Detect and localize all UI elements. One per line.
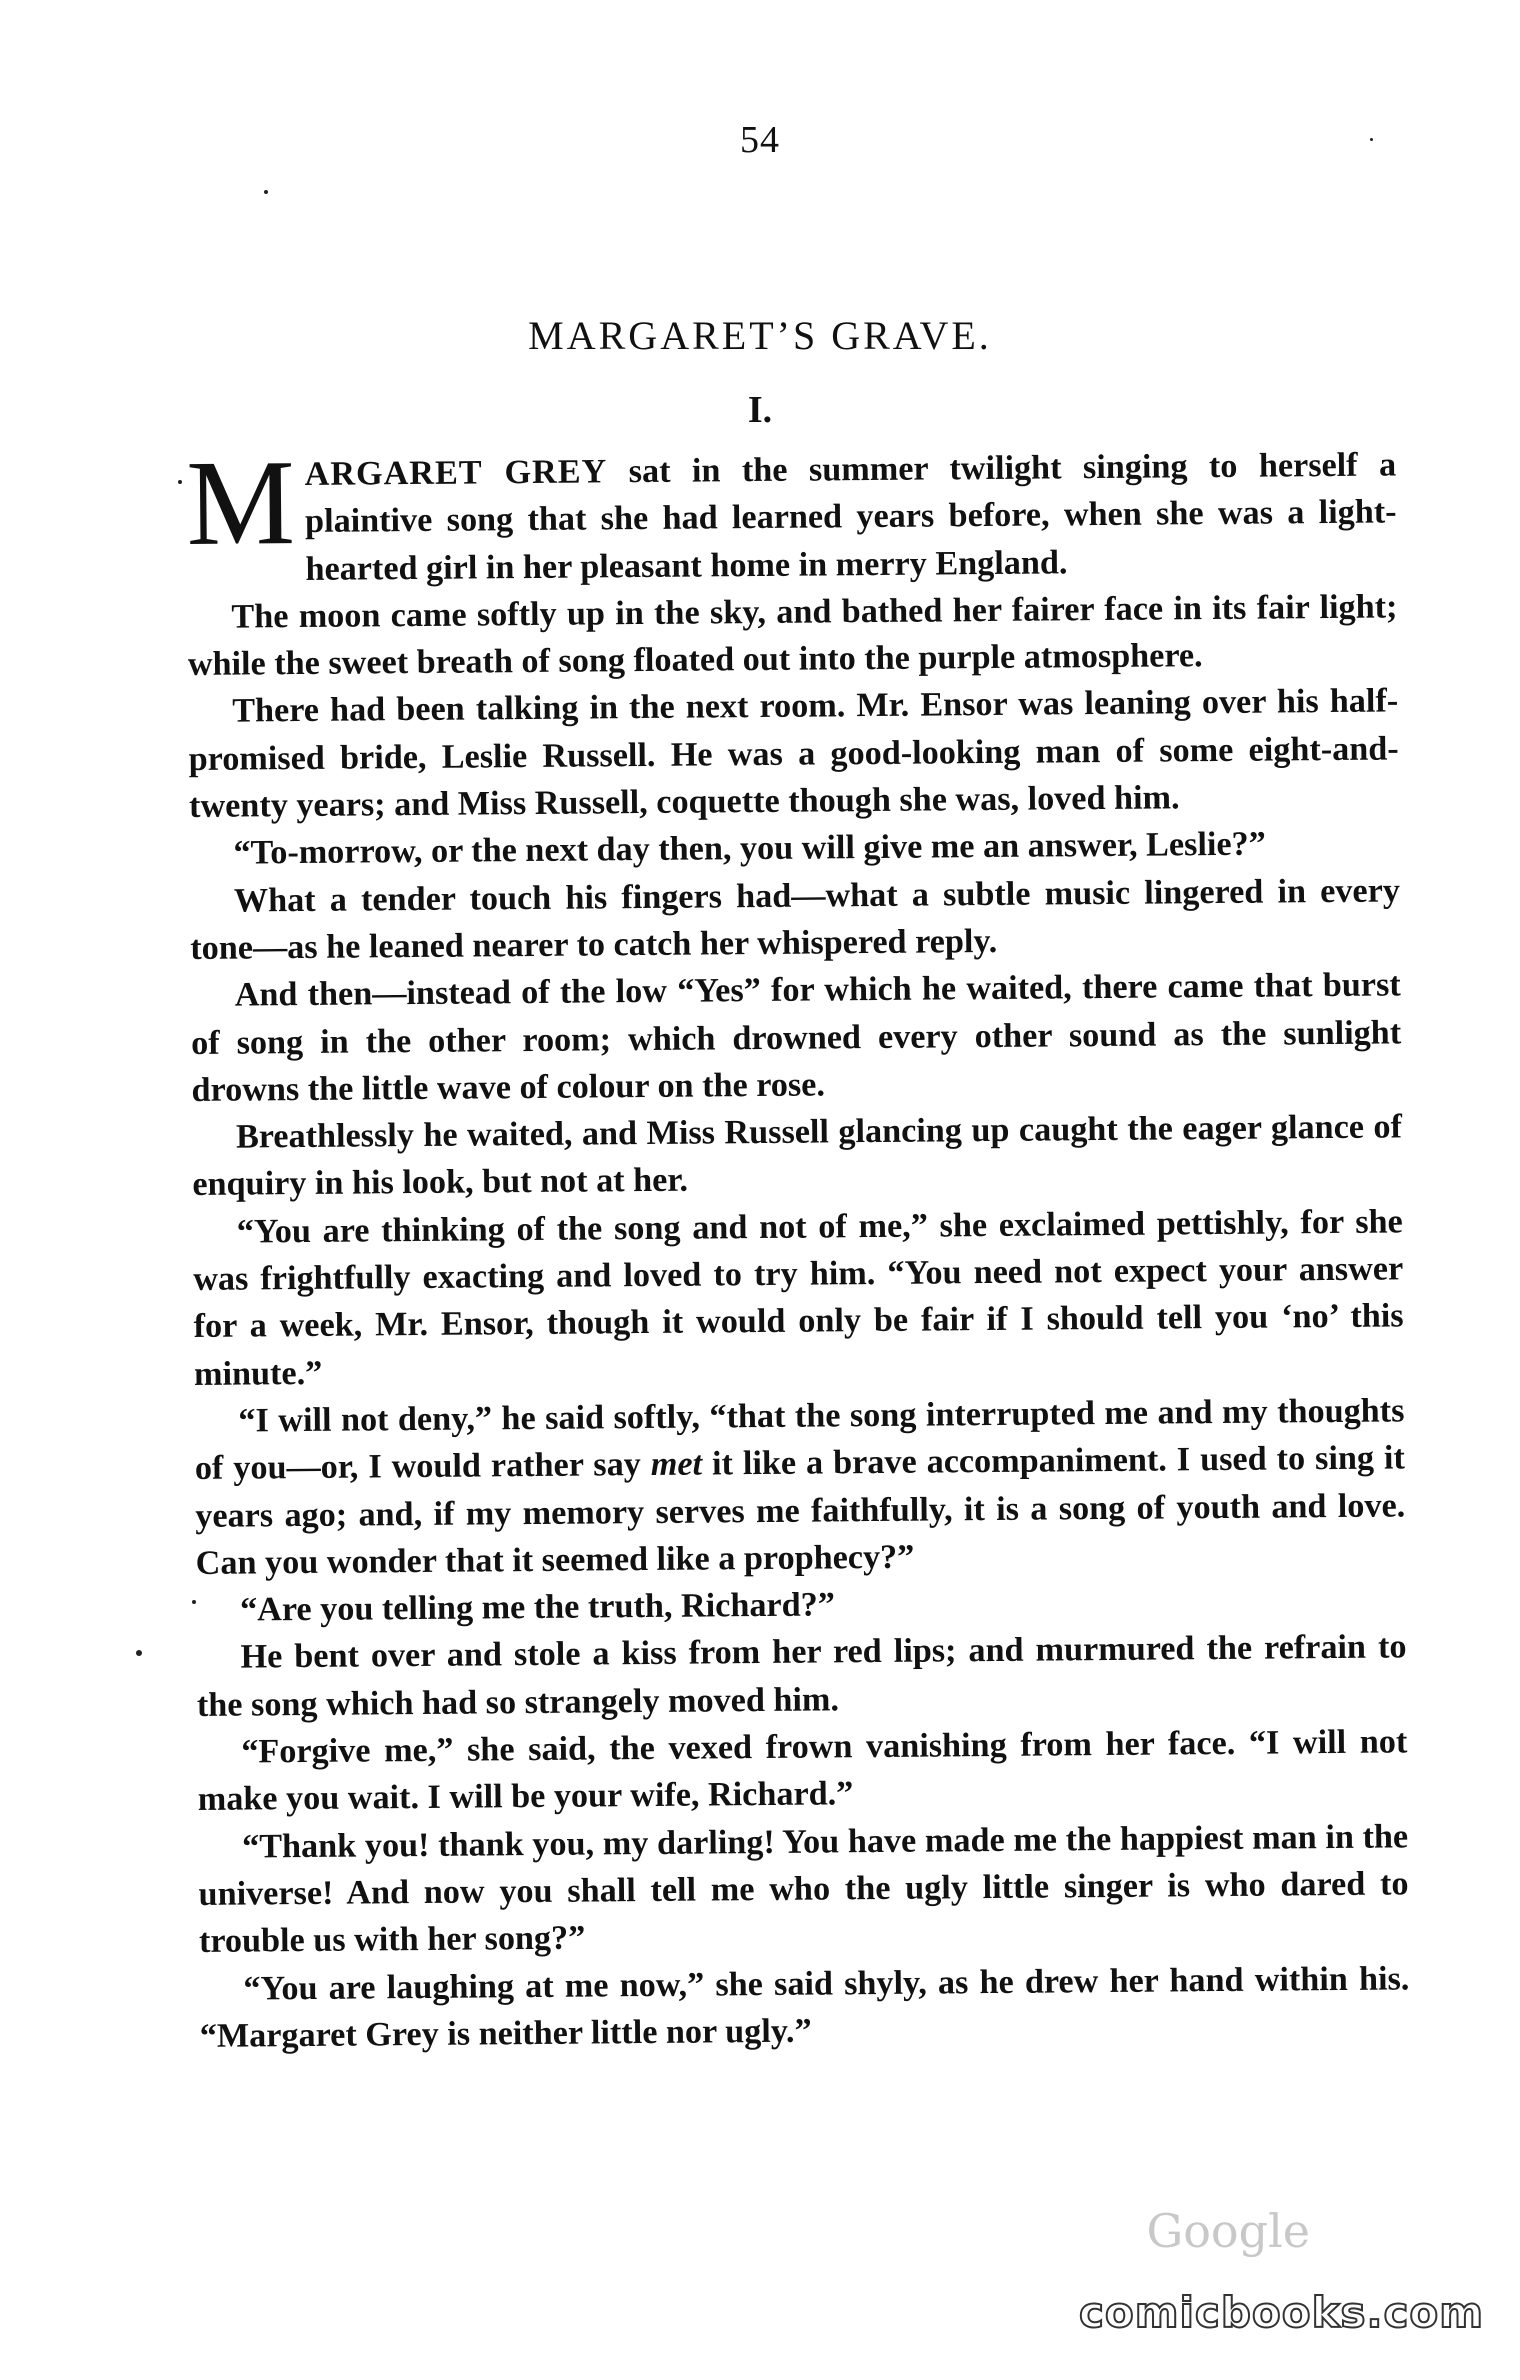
chapter-title: MARGARET’S GRAVE.	[528, 313, 992, 358]
paragraph-met-after: it like a brave accompaniment. I used to sing it years ago; and, if my memory serves me faithfully, it is a song of youth and love. Can you wonder that it seemed like a prophecy?”	[195, 1439, 1406, 1582]
opening-smallcaps: ARGARET GREY	[304, 453, 608, 493]
paragraph: Breathlessly he waited, and Miss Russell glancing up caught the eager glance of enquiry in his look, but not at her.	[192, 1108, 1403, 1204]
paragraph-1-text: sat in the summer twilight singing to herself a plaintive song that she had learned years before, when she was a light-hearted girl in her pleasant home in merry England.	[304, 446, 1397, 588]
page-number: 54	[740, 119, 780, 161]
paragraph-met	[194, 1387, 1406, 1587]
google-digitized-mark: Google	[1146, 2204, 1310, 2258]
emphasis-met: met	[650, 1445, 703, 1484]
paragraph-met-before: “I will not deny,” he said softly, “that the song interrupted me and my thoughts of you—or, I would rather say	[194, 1392, 1405, 1488]
site-watermark: comicbooks.com	[1079, 2288, 1484, 2337]
paragraph: And then—instead of the low “Yes” for which he waited, there came that burst of song in the other room; which drowned every other sound as the sunlight drowns the little wave of colour on the rose.	[190, 966, 1402, 1109]
paragraph: “To-morrow, or the next day then, you will give me an answer, Leslie?”	[233, 825, 1266, 872]
section-number: I.	[747, 389, 773, 431]
paragraph: The moon came softly up in the sky, and bathed her fairer face in its fair light; while the sweet breath of song floated out into the purple atmosphere.	[187, 588, 1398, 684]
print-speck	[192, 1600, 196, 1604]
body-text	[185, 435, 1410, 2060]
paragraph-1	[185, 435, 1397, 593]
drop-cap: M	[185, 435, 296, 571]
print-speck	[178, 480, 182, 484]
paragraph: There had been talking in the next room. Mr. Ensor was leaning over his half-promised bride, Leslie Russell. He was a good-looking man of some eight-and-twenty years; and Miss Russell, coquette though she was, loved him.	[188, 682, 1399, 826]
paragraph: “You are laughing at me now,” she said shyly, as he drew her hand within his. “Margaret Grey is neither little nor ugly.”	[199, 1959, 1410, 2055]
paragraph: “You are thinking of the song and not of me,” she exclaimed pettishly, for she was frightfully exacting and loved to try him. “You need not expect your answer for a week, Mr. Ensor, though it would only be fair if I should tell you ‘no’ this minute.”	[193, 1203, 1404, 1393]
print-speck	[1370, 138, 1373, 141]
paragraph: “Forgive me,” she said, the vexed frown vanishing from her face. “I will not make you wait. I will be your wife, Richard.”	[197, 1723, 1408, 1819]
paragraph: What a tender touch his fingers had—what a subtle music lingered in every tone—as he leaned nearer to catch her whispered reply.	[190, 872, 1401, 967]
paragraph: “Are you telling me the truth, Richard?”	[239, 1586, 835, 1629]
print-speck	[136, 1650, 142, 1656]
paragraph: “Thank you! thank you, my darling! You have made me the happiest man in the universe! And now you shall tell me who the ugly little singer is who dared to trouble us with her song?”	[198, 1817, 1409, 1961]
paragraph: He bent over and stole a kiss from her red lips; and murmured the refrain to the song which had so strangely moved him.	[196, 1628, 1407, 1724]
print-speck	[264, 190, 268, 194]
